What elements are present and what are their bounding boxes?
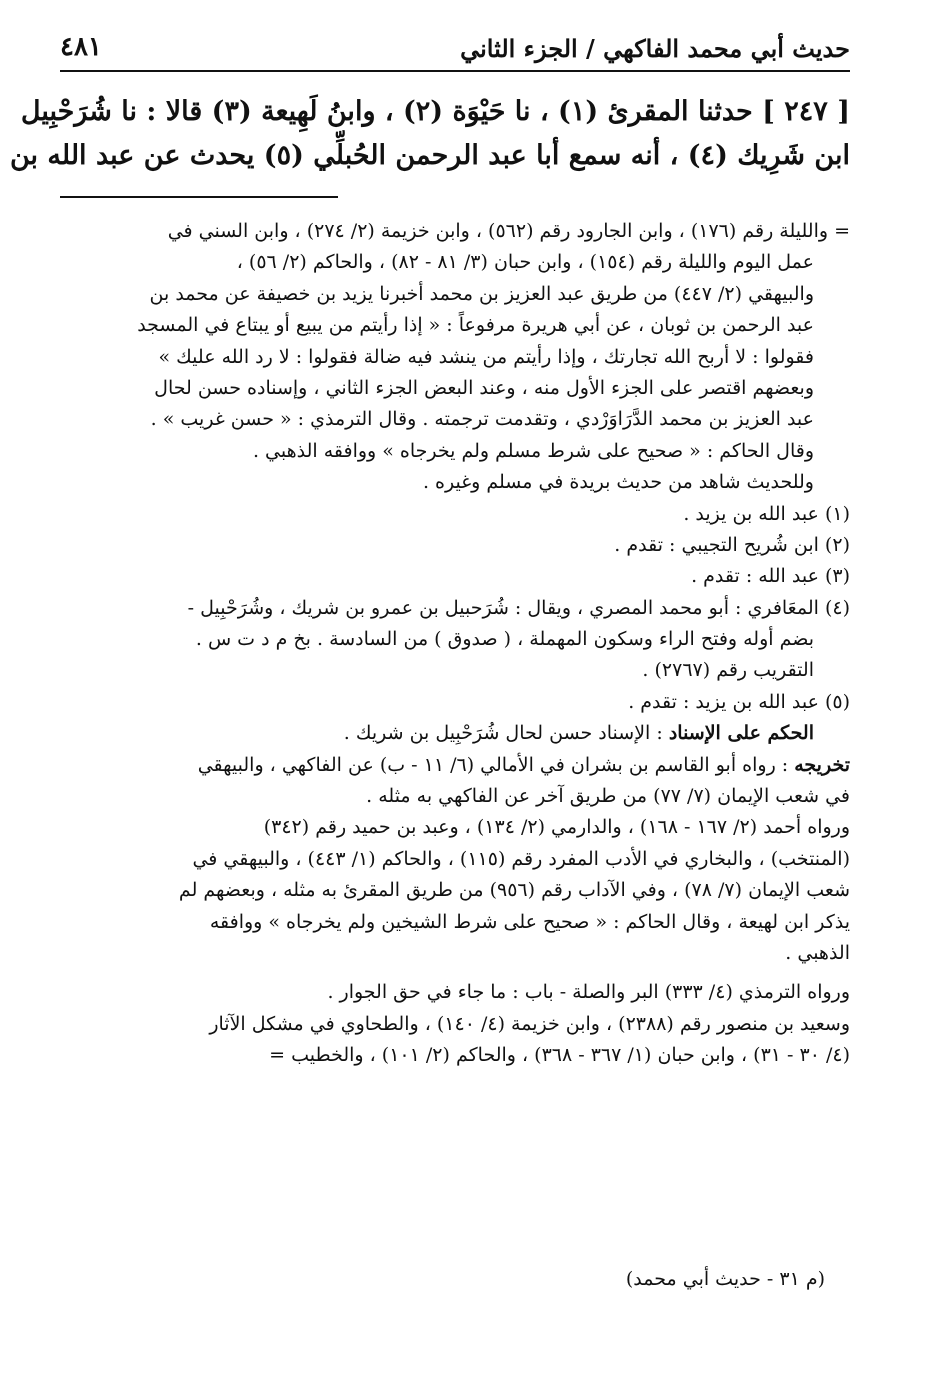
spacer <box>72 969 850 977</box>
footnote-continuation-line: فقولوا : لا أربح الله تجارتك ، وإذا رأيتم من ينشد فيه ضالة فقولوا : لا رد الله عليك » <box>158 345 814 368</box>
footnote-5: (٥) عبد الله بن يزيد : تقدم . <box>628 690 850 713</box>
ruling-line <box>72 718 850 749</box>
footnote-1: (١) عبد الله بن يزيد . <box>683 502 850 525</box>
final-line: (٤/ ٣٠ - ٣١) ، وابن حبان (١/ ٣٦٧ - ٣٦٨) ، والحاكم (٢/ ١٠١) ، والخطيب = <box>269 1044 850 1067</box>
final-line: وسعيد بن منصور رقم (٢٣٨٨) ، وابن خزيمة (٤/ ١٤٠) ، والطحاوي في مشكل الآثار <box>209 1012 850 1035</box>
footnote-3: (٣) عبد الله : تقدم . <box>691 565 850 588</box>
footnote-2: (٢) ابن شُريح التجيبي : تقدم . <box>614 533 850 556</box>
ruling-text: : الإسناد حسن لحال شُرَحْبِيل بن شريك . <box>343 722 669 745</box>
tirmidhi-line: ورواه الترمذي (٤/ ٣٣٣) البر والصلة - باب : ما جاء في حق الجوار . <box>327 981 850 1004</box>
takhrij-line: ورواه أحمد (٢/ ١٦٧ - ١٦٨) ، والدارمي (٢/ ١٣٤) ، وعبد بن حميد رقم (٣٤٢) <box>263 816 850 839</box>
hadith-line: [ ٢٤٧ ] حدثنا المقرئ (١) ، نا حَيْوَة (٢) ، وابنُ لَهِيعة (٣) قالا : نا شُرَحْبِيل <box>20 96 850 127</box>
page-number: ٤٨١ <box>60 32 102 62</box>
footnote-continuation-line: وللحديث شاهد من حديث بريدة في مسلم وغيره . <box>422 471 814 494</box>
hadith-line: ابن شَرِيك (٤) ، أنه سمع أبا عبد الرحمن الحُبلِّي (٥) يحدث عن عبد الله بن <box>9 140 850 171</box>
ruling-label: الحكم على الإسناد <box>668 722 814 745</box>
takhrij-line: في شعب الإيمان (٧/ ٧٧) من طريق آخر عن الفاكهي به مثله . <box>366 785 850 808</box>
footnote-continuation-line: عبد العزيز بن محمد الدَّرَاوَرْدي ، وتقدمت ترجمته . وقال الترمذي : « حسن غريب » . <box>150 408 814 431</box>
footnote-continuation-line: عبد الرحمن بن ثوبان ، عن أبي هريرة مرفوعاً : « إذا رأيتم من يبيع أو يبتاع في المسجد <box>137 314 814 337</box>
takhrij-line: الذهبي . <box>785 941 850 964</box>
footnote-4-cont: بضم أوله وفتح الراء وسكون المهملة ، ( صدوق ) من السادسة . بخ م د ت س . <box>195 628 814 651</box>
takhrij-line: شعب الإيمان (٧/ ٧٨) ، وفي الآداب رقم (٩٥٦) من طريق المقرئ به مثله ، وبعضهم لم <box>178 879 850 902</box>
footnotes <box>72 216 850 1072</box>
footnote-continuation-line: = والليلة رقم (١٧٦) ، وابن الجارود رقم (٥٦٢) ، وابن خزيمة (٢/ ٢٧٤) ، وابن السني في <box>167 220 850 242</box>
footnote-separator <box>60 196 338 198</box>
footnote-continuation-line: عمل اليوم والليلة رقم (١٥٤) ، وابن حبان (٣/ ٨١ - ٨٢) ، والحاكم (٢/ ٥٦) ، <box>236 251 814 274</box>
footnote-continuation-line: وقال الحاكم : « صحيح على شرط مسلم ولم يخرجاه » ووافقه الذهبي . <box>252 439 814 462</box>
footnote-4: (٤) المعَافري : أبو محمد المصري ، ويقال : شُرَحبيل بن عمرو بن شريك ، وشُرَحْبِيل - <box>187 596 850 619</box>
takhrij-text: : رواه أبو القاسم بن بشران في الأمالي (٦/ ١١ - ب) عن الفاكهي ، والبيهقي <box>197 753 795 776</box>
running-header <box>60 30 850 72</box>
signature-mark: (م ٣١ - حديث أبي محمد) <box>625 1268 825 1290</box>
footnote-continuation-line: وبعضهم اقتصر على الجزء الأول منه ، وعند البعض الجزء الثاني ، وإسناده حسن لحال <box>154 376 814 399</box>
takhrij-label: تخريجه <box>794 753 850 776</box>
footnote-4-cont: التقريب رقم (٢٧٦٧) . <box>642 659 814 682</box>
book-title: حديث أبي محمد الفاكهي / الجزء الثاني <box>460 34 850 63</box>
hadith-text <box>9 90 850 178</box>
takhrij-line <box>72 750 850 781</box>
takhrij-line: يذكر ابن لهيعة ، وقال الحاكم : « صحيح على شرط الشيخين ولم يخرجاه » ووافقه <box>209 910 850 933</box>
takhrij-line: (المنتخب) ، والبخاري في الأدب المفرد رقم (١١٥) ، والحاكم (١/ ٤٤٣) ، والبيهقي في <box>192 847 850 870</box>
footnote-continuation-line: والبيهقي (٢/ ٤٤٧) من طريق عبد العزيز بن محمد أخبرنا يزيد بن خصيفة عن محمد بن <box>149 282 814 305</box>
